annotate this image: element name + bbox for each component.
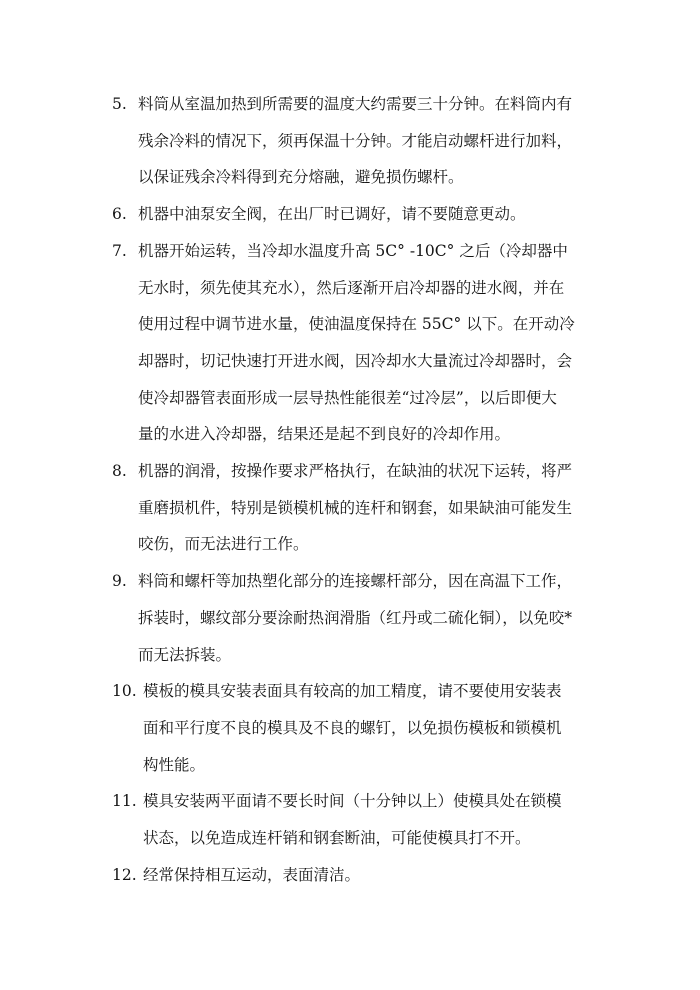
item-text-line: 而无法拆装。 [138,645,232,664]
item-text-line: 状态，以免造成连杆销和钢套断油，可能使模具打不开。 [143,829,531,848]
list-item-12 [112,857,612,894]
item-number: 8. [112,462,127,481]
item-number: 6. [112,205,127,224]
item-text-line: 咬伤，而无法进行工作。 [138,535,309,554]
list-item-7 [112,233,612,453]
item-text-line: 构性能。 [143,755,206,774]
item-number: 10. [112,682,137,701]
item-number: 7. [112,241,127,260]
item-text-line: 以保证残余冷料得到充分熔融，避免损伤螺杆。 [138,168,464,187]
list-item-5 [112,86,612,196]
item-text-line: 模板的模具安装表面具有较高的加工精度，请不要使用安装表 [143,682,562,701]
item-text-line: 无水时，须先使其充水），然后逐渐开启冷却器的进水阀，并在 [138,278,565,297]
item-text-line: 经常保持相互运动，表面清洁。 [143,865,361,884]
list-item-6 [112,196,612,233]
item-text-line: 使冷却器管表面形成一层导热性能很差“过冷层”，以后即便大 [138,388,557,407]
list-item-11 [112,783,612,856]
item-text-line: 面和平行度不良的模具及不良的螺钉，以免损伤模板和锁模机 [143,718,562,737]
instruction-list [112,86,612,893]
item-number: 9. [112,572,127,591]
item-text-line: 残余冷料的情况下，须再保温十分钟。才能启动螺杆进行加料， [138,131,573,150]
item-number: 5. [112,95,127,113]
item-number: 11. [112,792,137,811]
list-item-9 [112,563,612,673]
list-item-10 [112,673,612,783]
item-text-line: 机器的润滑，按操作要求严格执行，在缺油的状况下运转，将严 [138,462,573,481]
item-text-line: 使用过程中调节进水量，使油温度保持在 55C° 以下。在开动冷 [138,315,575,334]
item-text-line: 机器开始运转，当冷却水温度升高 5C° -10C° 之后（冷却器中 [138,241,568,260]
item-text-line: 料筒从室温加热到所需要的温度大约需要三十分钟。在料筒内有 [138,95,573,113]
item-text-line: 模具安装两平面请不要长时间（十分钟以上）使模具处在锁模 [143,792,562,811]
item-text-line: 量的水进入冷却器，结果还是起不到良好的冷却作用。 [138,425,511,444]
item-text-line: 却器时，切记快速打开进水阀，因冷却水大量流过冷却器时，会 [138,351,573,370]
item-text-line: 拆装时，螺纹部分要涂耐热润滑脂（红丹或二硫化铜），以免咬* [138,608,573,627]
item-text-line: 料筒和螺杆等加热塑化部分的连接螺杆部分，因在高温下工作， [138,572,573,591]
item-number: 12. [112,865,137,884]
list-item-8 [112,453,612,563]
item-text-line: 机器中油泵安全阀，在出厂时已调好，请不要随意更动。 [138,205,526,224]
item-text-line: 重磨损机件，特别是锁模机械的连杆和钢套，如果缺油可能发生 [138,498,573,517]
